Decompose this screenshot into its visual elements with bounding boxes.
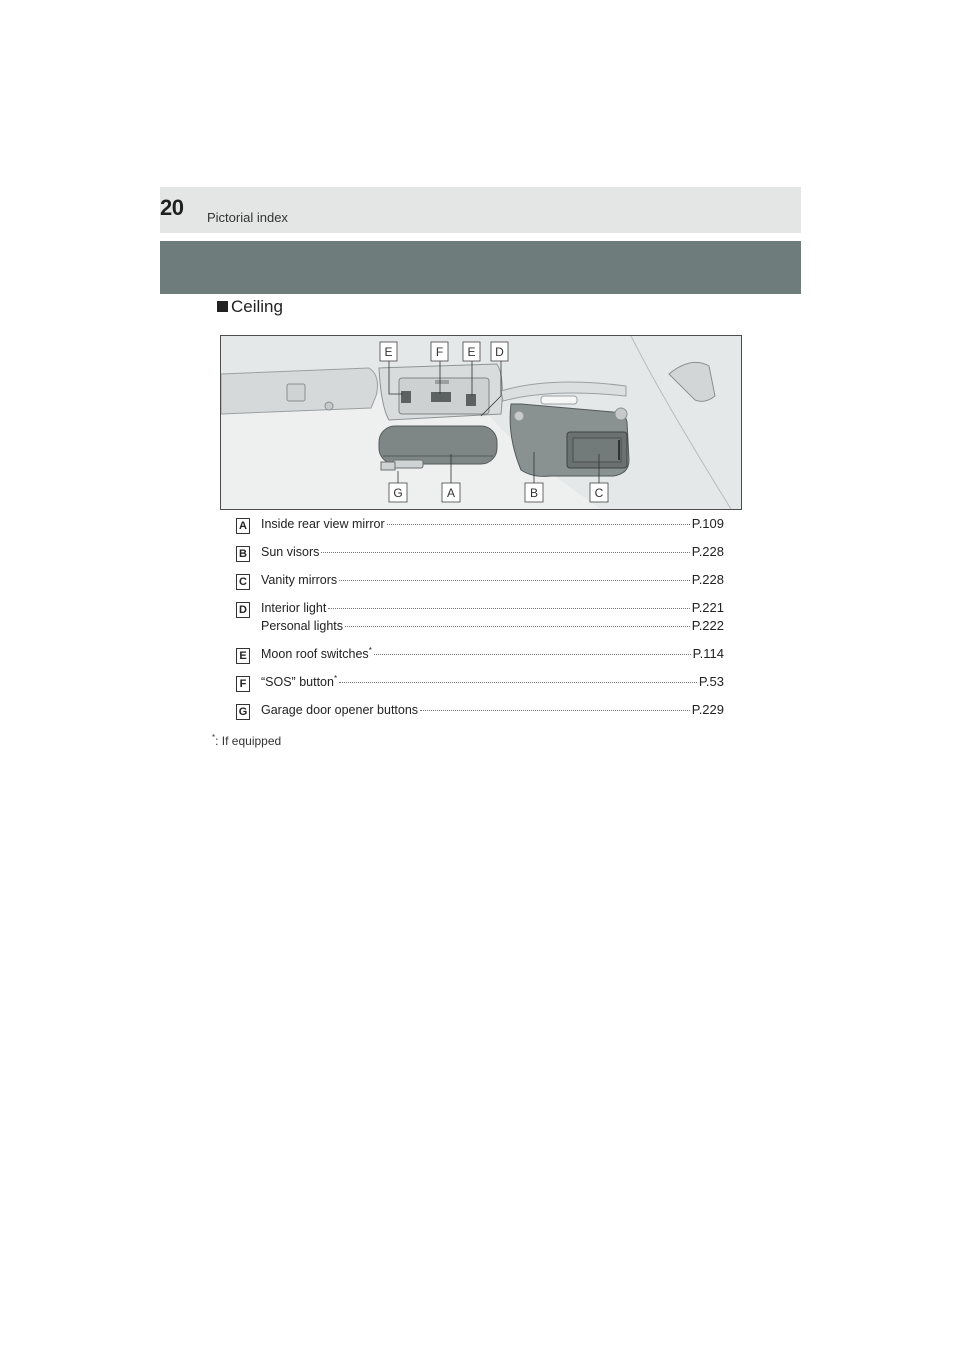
- item-badge: B: [236, 546, 250, 562]
- leader-dots: [345, 626, 690, 627]
- page-reference-link[interactable]: P.228: [691, 544, 724, 559]
- leader-dots: [328, 608, 689, 609]
- callout-bottom-4: [590, 483, 608, 502]
- list-item: [236, 544, 724, 572]
- list-item: [236, 674, 724, 702]
- callout-bottom-2: [442, 483, 460, 502]
- list-entry: [261, 618, 724, 633]
- callout-bottom-3: [525, 483, 543, 502]
- page-reference-link[interactable]: P.221: [691, 600, 724, 615]
- page-reference-link[interactable]: P.53: [698, 674, 724, 690]
- svg-text:D: D: [495, 345, 504, 359]
- page-reference-link[interactable]: P.228: [691, 572, 724, 587]
- list-entry: [261, 516, 724, 531]
- list-entry: [261, 600, 724, 615]
- entry-label: Sun visors: [261, 545, 320, 559]
- leader-dots: [339, 682, 697, 683]
- entry-label: Personal lights: [261, 619, 343, 633]
- list-item: [236, 572, 724, 600]
- callout-top-1: [380, 342, 397, 361]
- entry-label: Vanity mirrors: [261, 573, 338, 587]
- page-reference-link[interactable]: P.114: [692, 646, 724, 662]
- svg-text:C: C: [594, 486, 604, 500]
- list-entry: [261, 572, 724, 587]
- list-entry: [261, 646, 724, 661]
- callout-top-2: [431, 342, 448, 361]
- svg-text:B: B: [529, 486, 539, 500]
- footnote-mark: *: [212, 733, 216, 742]
- header-band: [160, 241, 801, 294]
- item-badge: C: [236, 574, 250, 590]
- item-badge: D: [236, 602, 250, 618]
- callout-bottom-1: [389, 483, 407, 502]
- ceiling-drawing: [221, 336, 741, 509]
- item-badge: E: [236, 648, 250, 664]
- page-number: 20: [160, 195, 184, 220]
- footnote: [212, 733, 281, 748]
- leader-dots: [387, 524, 690, 525]
- entry-label: “SOS” button*: [261, 674, 338, 690]
- leader-dots: [321, 552, 689, 553]
- ceiling-illustration: [220, 335, 742, 510]
- footnote-mark: *: [333, 674, 338, 683]
- leader-dots: [374, 654, 691, 655]
- leader-dots: [420, 710, 690, 711]
- component-list: [236, 516, 724, 730]
- entry-label: Interior light: [261, 601, 327, 615]
- section-title: Pictorial index: [207, 210, 288, 225]
- entry-label: Inside rear view mirror: [261, 517, 385, 531]
- list-entry: [261, 702, 724, 717]
- page-reference-link[interactable]: P.229: [691, 702, 724, 717]
- svg-text:G: G: [393, 486, 403, 500]
- entry-label: Moon roof switches*: [261, 646, 372, 662]
- item-badge: F: [236, 676, 250, 692]
- item-badge: A: [236, 518, 250, 534]
- list-entry: [261, 674, 724, 689]
- list-item: [236, 600, 724, 646]
- callout-top-4: [491, 342, 508, 361]
- subsection-title: Ceiling: [231, 297, 283, 316]
- page-header: [160, 187, 801, 233]
- callout-top-3: [463, 342, 480, 361]
- footnote-mark: *: [368, 646, 372, 655]
- leader-dots: [339, 580, 690, 581]
- square-bullet-icon: [217, 301, 228, 312]
- list-entry: [261, 544, 724, 559]
- svg-text:F: F: [435, 345, 444, 359]
- footnote-text: : If equipped: [215, 734, 282, 748]
- list-item: [236, 516, 724, 544]
- svg-text:E: E: [384, 345, 393, 359]
- subsection-heading: [217, 297, 283, 317]
- item-badge: G: [236, 704, 250, 720]
- svg-text:A: A: [446, 486, 456, 500]
- page-reference-link[interactable]: P.109: [691, 516, 724, 531]
- list-item: [236, 646, 724, 674]
- entry-label: Garage door opener buttons: [261, 703, 419, 717]
- svg-text:E: E: [467, 345, 476, 359]
- page-reference-link[interactable]: P.222: [691, 618, 724, 633]
- list-item: [236, 702, 724, 730]
